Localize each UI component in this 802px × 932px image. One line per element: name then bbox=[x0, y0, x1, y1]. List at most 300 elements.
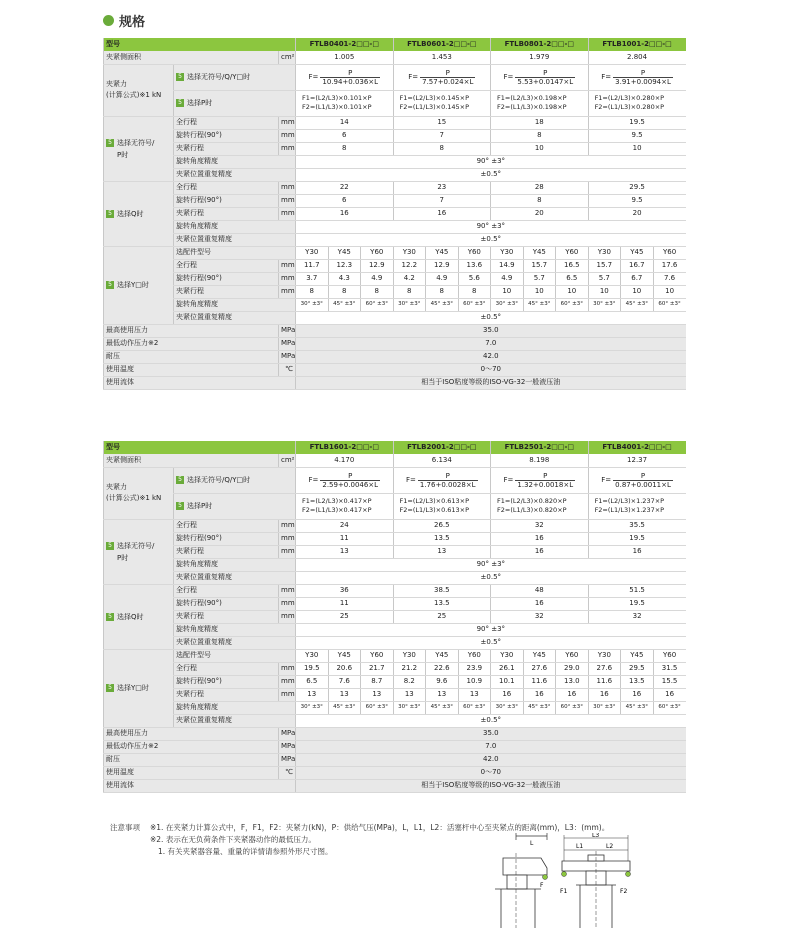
note-1: ※1. 在夹紧力计算公式中，F，F1，F2：夹紧力(kN)，P：供给气压(MPa)，L，L1，L2：活塞杆中心至夹紧点的距离(mm)，L3：(mm)。 bbox=[150, 823, 610, 832]
angle-value: 45° ±3° bbox=[328, 701, 361, 714]
option-model: Y30 bbox=[296, 246, 329, 259]
table-row bbox=[104, 675, 686, 688]
area-value: 1.453 bbox=[393, 51, 491, 64]
value-cell: 19.5 bbox=[588, 597, 686, 610]
value-cell: 38.5 bbox=[393, 584, 491, 597]
select-cell bbox=[174, 467, 296, 493]
section-label: 选择Y□时 bbox=[117, 684, 149, 692]
section-label: 选择Y□时 bbox=[117, 281, 149, 289]
value-cell: 13 bbox=[426, 688, 459, 701]
option-model: Y45 bbox=[426, 649, 459, 662]
value-cell: 11 bbox=[296, 532, 394, 545]
force-formula-p bbox=[393, 493, 491, 519]
table-row bbox=[104, 90, 686, 116]
value-cell: 19.5 bbox=[296, 662, 329, 675]
force-formula bbox=[588, 64, 686, 90]
badge-5-icon: 5 bbox=[106, 613, 114, 621]
value-cell: 16.7 bbox=[621, 259, 654, 272]
value-cell: 13 bbox=[393, 688, 426, 701]
value-cell: 29.0 bbox=[556, 662, 589, 675]
value-cell: 10 bbox=[556, 285, 589, 298]
notes-key: 注意事项 bbox=[110, 823, 140, 832]
value-cell: 27.6 bbox=[588, 662, 621, 675]
table-row bbox=[104, 350, 686, 363]
value-cell: 13.6 bbox=[458, 259, 491, 272]
unit: MPa bbox=[279, 740, 296, 753]
force-formula bbox=[588, 467, 686, 493]
row-label: 选配件型号 bbox=[174, 649, 296, 662]
value-cell: 35.0 bbox=[296, 727, 686, 740]
table-row bbox=[104, 766, 686, 779]
table-row bbox=[104, 272, 686, 285]
area-value: 4.170 bbox=[296, 454, 394, 467]
table-row bbox=[104, 662, 686, 675]
model-name: FTLB0401-2□□-□ bbox=[296, 38, 394, 51]
value-cell: ±0.5° bbox=[296, 311, 686, 324]
row-label: 全行程 bbox=[174, 181, 279, 194]
row-label: 夹紧位置重复精度 bbox=[174, 311, 296, 324]
row-label: 全行程 bbox=[174, 519, 279, 532]
model-name: FTLB2501-2□□-□ bbox=[491, 441, 589, 454]
value-cell: 13 bbox=[328, 688, 361, 701]
value-cell: 32 bbox=[491, 610, 589, 623]
unit: mm bbox=[279, 259, 296, 272]
option-model: Y30 bbox=[393, 246, 426, 259]
option-model: Y45 bbox=[426, 246, 459, 259]
dim-L: L bbox=[530, 840, 534, 847]
model-name: FTLB0601-2□□-□ bbox=[393, 38, 491, 51]
row-label: 全行程 bbox=[174, 259, 279, 272]
section-label-b: P时 bbox=[117, 553, 129, 562]
force-formula-p bbox=[491, 90, 589, 116]
value-cell: 7.6 bbox=[328, 675, 361, 688]
option-model: Y60 bbox=[458, 649, 491, 662]
table-row bbox=[104, 116, 686, 129]
force-label-a: 夹紧力 bbox=[106, 483, 127, 491]
value-cell: 16.5 bbox=[556, 259, 589, 272]
row-label: 旋转行程(90°) bbox=[174, 675, 279, 688]
area-value: 1.979 bbox=[491, 51, 589, 64]
option-model: Y45 bbox=[621, 246, 654, 259]
value-cell: 16 bbox=[588, 545, 686, 558]
formula-num: P bbox=[640, 68, 646, 77]
option-model: Y45 bbox=[523, 649, 556, 662]
unit: cm² bbox=[279, 51, 296, 64]
force-formula bbox=[491, 467, 589, 493]
table-row bbox=[104, 441, 686, 454]
value-cell: 13.0 bbox=[556, 675, 589, 688]
formula-F: F= bbox=[405, 475, 416, 484]
value-cell: 13 bbox=[296, 545, 394, 558]
model-name: FTLB4001-2□□-□ bbox=[588, 441, 686, 454]
model-name: FTLB2001-2□□-□ bbox=[393, 441, 491, 454]
section-label-a: 选择无符号/ bbox=[117, 138, 155, 147]
badge-5-icon: 5 bbox=[176, 502, 184, 510]
unit: mm bbox=[279, 662, 296, 675]
row-label: 使用流体 bbox=[104, 779, 296, 792]
force-formula-p bbox=[296, 90, 394, 116]
value-cell: 48 bbox=[491, 584, 589, 597]
unit: mm bbox=[279, 272, 296, 285]
area-value: 6.134 bbox=[393, 454, 491, 467]
value-cell: 12.3 bbox=[328, 259, 361, 272]
value-cell: 8 bbox=[426, 285, 459, 298]
value-cell: 20.6 bbox=[328, 662, 361, 675]
section-label bbox=[104, 116, 174, 181]
option-model: Y60 bbox=[361, 649, 394, 662]
value-cell: 7.0 bbox=[296, 337, 686, 350]
dim-L3: L3 bbox=[592, 833, 600, 839]
row-label: 使用流体 bbox=[104, 376, 296, 389]
value-cell: 7.0 bbox=[296, 740, 686, 753]
value-cell: 23.9 bbox=[458, 662, 491, 675]
section-title bbox=[103, 11, 145, 29]
formula-den: 10.94+0.036×L bbox=[322, 77, 379, 86]
formula-den: 1.76+0.0028×L bbox=[419, 480, 476, 489]
value-cell: 11.6 bbox=[523, 675, 556, 688]
section-label bbox=[104, 649, 174, 727]
option-model: Y30 bbox=[588, 246, 621, 259]
row-label: 旋转行程(90°) bbox=[174, 194, 279, 207]
option-model: Y45 bbox=[328, 246, 361, 259]
value-cell: 20 bbox=[588, 207, 686, 220]
force-label bbox=[104, 467, 174, 519]
area-value: 2.804 bbox=[588, 51, 686, 64]
formula-F: F= bbox=[503, 72, 514, 81]
note-2: ※2. 表示在无负荷条件下夹紧器动作的最低压力。 bbox=[150, 835, 316, 844]
badge-5-icon: 5 bbox=[106, 281, 114, 289]
value-cell: 8 bbox=[458, 285, 491, 298]
option-model: Y45 bbox=[523, 246, 556, 259]
row-label: 选配件型号 bbox=[174, 246, 296, 259]
unit: ℃ bbox=[279, 363, 296, 376]
unit: mm bbox=[279, 194, 296, 207]
value-cell: 90° ±3° bbox=[296, 155, 686, 168]
angle-value: 60° ±3° bbox=[556, 298, 589, 311]
section-label: 选择Q时 bbox=[117, 209, 144, 218]
dim-L2: L2 bbox=[606, 843, 614, 850]
value-cell: 6.5 bbox=[296, 675, 329, 688]
value-cell: 8 bbox=[393, 285, 426, 298]
value-cell: 13 bbox=[361, 688, 394, 701]
row-label: 夹紧行程 bbox=[174, 142, 279, 155]
section-title-text: 规格 bbox=[119, 14, 146, 30]
angle-value: 45° ±3° bbox=[621, 298, 654, 311]
value-cell: 29.5 bbox=[621, 662, 654, 675]
option-model: Y30 bbox=[393, 649, 426, 662]
value-cell: 12.2 bbox=[393, 259, 426, 272]
row-label: 旋转角度精度 bbox=[174, 298, 296, 311]
value-cell: 15.7 bbox=[523, 259, 556, 272]
unit: MPa bbox=[279, 337, 296, 350]
value-cell: 8.7 bbox=[361, 675, 394, 688]
unit: mm bbox=[279, 207, 296, 220]
table-row bbox=[104, 597, 686, 610]
area-value: 1.005 bbox=[296, 51, 394, 64]
table-row bbox=[104, 688, 686, 701]
unit: mm bbox=[279, 116, 296, 129]
value-cell: 9.5 bbox=[588, 194, 686, 207]
force-formula bbox=[296, 467, 394, 493]
option-model: Y30 bbox=[296, 649, 329, 662]
row-label: 夹紧侧面积 bbox=[104, 454, 279, 467]
value-cell: 25 bbox=[393, 610, 491, 623]
row-label: 旋转角度精度 bbox=[174, 220, 296, 233]
model-header: 型号 bbox=[104, 38, 296, 51]
value-cell: 6 bbox=[296, 194, 394, 207]
formula-num: P bbox=[445, 68, 450, 77]
value-cell: 32 bbox=[588, 610, 686, 623]
value-cell: 7.6 bbox=[653, 272, 686, 285]
value-cell: 35.5 bbox=[588, 519, 686, 532]
formula-f2: F2=(L1/L3)×0.145×P bbox=[399, 103, 470, 111]
value-cell: ±0.5° bbox=[296, 636, 686, 649]
formula-den: 7.57+0.024×L bbox=[422, 77, 474, 86]
formula-den: 2.59+0.0046×L bbox=[322, 480, 379, 489]
angle-value: 45° ±3° bbox=[621, 701, 654, 714]
force-formula-p bbox=[588, 493, 686, 519]
spec-table bbox=[103, 441, 686, 793]
value-cell: 16 bbox=[491, 545, 589, 558]
option-model: Y60 bbox=[653, 649, 686, 662]
option-model: Y60 bbox=[556, 649, 589, 662]
table-row bbox=[104, 623, 686, 636]
value-cell: 26.1 bbox=[491, 662, 524, 675]
force-formula bbox=[491, 64, 589, 90]
angle-value: 45° ±3° bbox=[523, 701, 556, 714]
value-cell: 8 bbox=[491, 129, 589, 142]
row-label: 耐压 bbox=[104, 350, 279, 363]
select-label: 选择P时 bbox=[187, 99, 213, 107]
spec-table bbox=[103, 38, 686, 390]
row-label: 最高使用压力 bbox=[104, 324, 279, 337]
value-cell: 22 bbox=[296, 181, 394, 194]
value-cell: 29.5 bbox=[588, 181, 686, 194]
force-label bbox=[104, 64, 174, 116]
value-cell: 21.7 bbox=[361, 662, 394, 675]
row-label: 旋转角度精度 bbox=[174, 701, 296, 714]
unit: MPa bbox=[279, 727, 296, 740]
table-row bbox=[104, 220, 686, 233]
formula-f1: F1=(L2/L3)×0.198×P bbox=[497, 94, 567, 102]
formula-F: F= bbox=[308, 72, 319, 81]
table-row bbox=[104, 753, 686, 766]
option-model: Y60 bbox=[653, 246, 686, 259]
table-row bbox=[104, 246, 686, 259]
value-cell: 8 bbox=[328, 285, 361, 298]
row-label: 夹紧位置重复精度 bbox=[174, 636, 296, 649]
option-model: Y60 bbox=[556, 246, 589, 259]
value-cell: 21.2 bbox=[393, 662, 426, 675]
row-label: 旋转行程(90°) bbox=[174, 129, 279, 142]
value-cell: 16 bbox=[296, 207, 394, 220]
badge-5-icon: 5 bbox=[176, 99, 184, 107]
value-cell: 42.0 bbox=[296, 753, 686, 766]
unit: mm bbox=[279, 688, 296, 701]
formula-den: 3.91+0.0094×L bbox=[615, 77, 671, 86]
unit: ℃ bbox=[279, 766, 296, 779]
formula-f2: F2=(L1/L3)×1.237×P bbox=[594, 506, 665, 514]
formula-num: P bbox=[543, 471, 548, 480]
formula-F: F= bbox=[601, 72, 612, 81]
value-cell: ±0.5° bbox=[296, 168, 686, 181]
value-cell: 16 bbox=[491, 597, 589, 610]
section-label: 选择Q时 bbox=[117, 612, 144, 621]
value-cell: 4.9 bbox=[361, 272, 394, 285]
table-row bbox=[104, 207, 686, 220]
unit: mm bbox=[279, 532, 296, 545]
angle-value: 60° ±3° bbox=[458, 298, 491, 311]
value-cell: 18 bbox=[491, 116, 589, 129]
force-formula bbox=[296, 64, 394, 90]
section-label bbox=[104, 181, 174, 246]
table-row bbox=[104, 259, 686, 272]
formula-f2: F2=(L1/L3)×0.101×P bbox=[302, 103, 372, 111]
unit: MPa bbox=[279, 350, 296, 363]
formula-f1: F1=(L2/L3)×0.613×P bbox=[399, 497, 470, 505]
row-label: 夹紧位置重复精度 bbox=[174, 571, 296, 584]
value-cell: 15.7 bbox=[588, 259, 621, 272]
section-label bbox=[104, 246, 174, 324]
value-cell: 11.7 bbox=[296, 259, 329, 272]
unit: mm bbox=[279, 675, 296, 688]
model-name: FTLB1001-2□□-□ bbox=[588, 38, 686, 51]
table-row bbox=[104, 142, 686, 155]
row-label: 使用温度 bbox=[104, 363, 279, 376]
formula-den: 5.53+0.0147×L bbox=[517, 77, 574, 86]
option-model: Y60 bbox=[361, 246, 394, 259]
value-cell: ±0.5° bbox=[296, 571, 686, 584]
value-cell: 17.6 bbox=[653, 259, 686, 272]
formula-num: P bbox=[348, 471, 353, 480]
value-cell: 15 bbox=[393, 116, 491, 129]
unit: cm² bbox=[279, 454, 296, 467]
section-label-b: P时 bbox=[117, 150, 129, 159]
angle-value: 60° ±3° bbox=[556, 701, 589, 714]
table-row bbox=[104, 779, 686, 792]
table-row bbox=[104, 194, 686, 207]
unit: mm bbox=[279, 285, 296, 298]
angle-value: 30° ±3° bbox=[588, 298, 621, 311]
formula-f2: F2=(L1/L3)×0.417×P bbox=[302, 506, 372, 514]
force-label-a: 夹紧力 bbox=[106, 80, 127, 88]
formula-f2: F2=(L1/L3)×0.820×P bbox=[497, 506, 567, 514]
force-formula-p bbox=[296, 493, 394, 519]
value-cell: 4.9 bbox=[491, 272, 524, 285]
value-cell: 8 bbox=[393, 142, 491, 155]
value-cell: 23 bbox=[393, 181, 491, 194]
angle-value: 45° ±3° bbox=[426, 701, 459, 714]
table-row bbox=[104, 233, 686, 246]
force-formula bbox=[393, 64, 491, 90]
formula-f1: F1=(L2/L3)×0.820×P bbox=[497, 497, 567, 505]
table-row bbox=[104, 584, 686, 597]
value-cell: 28 bbox=[491, 181, 589, 194]
badge-5-icon: 5 bbox=[106, 542, 114, 550]
value-cell: 6.5 bbox=[556, 272, 589, 285]
value-cell: 10.1 bbox=[491, 675, 524, 688]
angle-value: 30° ±3° bbox=[491, 701, 524, 714]
value-cell: 13.5 bbox=[621, 675, 654, 688]
double-arm-clamp-diagram bbox=[560, 833, 650, 928]
angle-value: 60° ±3° bbox=[653, 298, 686, 311]
label-F1: F1 bbox=[560, 888, 568, 895]
value-cell: 4.2 bbox=[393, 272, 426, 285]
formula-f2: F2=(L1/L3)×0.198×P bbox=[497, 103, 567, 111]
section-label bbox=[104, 519, 174, 584]
angle-value: 45° ±3° bbox=[328, 298, 361, 311]
value-cell: 8 bbox=[296, 142, 394, 155]
row-label: 夹紧行程 bbox=[174, 545, 279, 558]
row-label: 旋转角度精度 bbox=[174, 623, 296, 636]
value-cell: 31.5 bbox=[653, 662, 686, 675]
row-label: 夹紧行程 bbox=[174, 207, 279, 220]
row-label: 旋转行程(90°) bbox=[174, 597, 279, 610]
formula-F: F= bbox=[308, 475, 319, 484]
table-row bbox=[104, 701, 686, 714]
unit: mm bbox=[279, 181, 296, 194]
value-cell: 8.2 bbox=[393, 675, 426, 688]
row-label: 最低动作压力※2 bbox=[104, 740, 279, 753]
value-cell: 90° ±3° bbox=[296, 558, 686, 571]
table-row bbox=[104, 363, 686, 376]
value-cell: 3.7 bbox=[296, 272, 329, 285]
label-F2: F2 bbox=[620, 888, 628, 895]
table-row bbox=[104, 454, 686, 467]
row-label: 最低动作压力※2 bbox=[104, 337, 279, 350]
value-cell: 14 bbox=[296, 116, 394, 129]
formula-num: P bbox=[445, 471, 450, 480]
value-cell: 10 bbox=[621, 285, 654, 298]
unit: MPa bbox=[279, 324, 296, 337]
value-cell: 4.3 bbox=[328, 272, 361, 285]
value-cell: 19.5 bbox=[588, 532, 686, 545]
value-cell: 6.7 bbox=[621, 272, 654, 285]
value-cell: 13 bbox=[393, 545, 491, 558]
row-label: 夹紧行程 bbox=[174, 688, 279, 701]
table-row bbox=[104, 740, 686, 753]
value-cell: 16 bbox=[588, 688, 621, 701]
table-row bbox=[104, 64, 686, 90]
option-model: Y45 bbox=[621, 649, 654, 662]
row-label: 夹紧侧面积 bbox=[104, 51, 279, 64]
table-row bbox=[104, 545, 686, 558]
option-model: Y30 bbox=[588, 649, 621, 662]
value-cell: 相当于ISO粘度等级的ISO-VG-32一般液压油 bbox=[296, 376, 686, 389]
model-header: 型号 bbox=[104, 441, 296, 454]
angle-value: 30° ±3° bbox=[491, 298, 524, 311]
row-label: 夹紧位置重复精度 bbox=[174, 168, 296, 181]
value-cell: 13.5 bbox=[393, 532, 491, 545]
value-cell: 10 bbox=[523, 285, 556, 298]
value-cell: 11.6 bbox=[588, 675, 621, 688]
table-row bbox=[104, 376, 686, 389]
value-cell: 13.5 bbox=[393, 597, 491, 610]
row-label: 夹紧行程 bbox=[174, 285, 279, 298]
force-formula-p bbox=[588, 90, 686, 116]
value-cell: 16 bbox=[621, 688, 654, 701]
badge-5-icon: 5 bbox=[106, 210, 114, 218]
formula-f1: F1=(L2/L3)×0.101×P bbox=[302, 94, 372, 102]
angle-value: 60° ±3° bbox=[458, 701, 491, 714]
table-row bbox=[104, 610, 686, 623]
single-arm-clamp-diagram bbox=[495, 833, 555, 928]
option-model: Y45 bbox=[328, 649, 361, 662]
table-row bbox=[104, 714, 686, 727]
value-cell: 11 bbox=[296, 597, 394, 610]
row-label: 最高使用压力 bbox=[104, 727, 279, 740]
unit: MPa bbox=[279, 753, 296, 766]
